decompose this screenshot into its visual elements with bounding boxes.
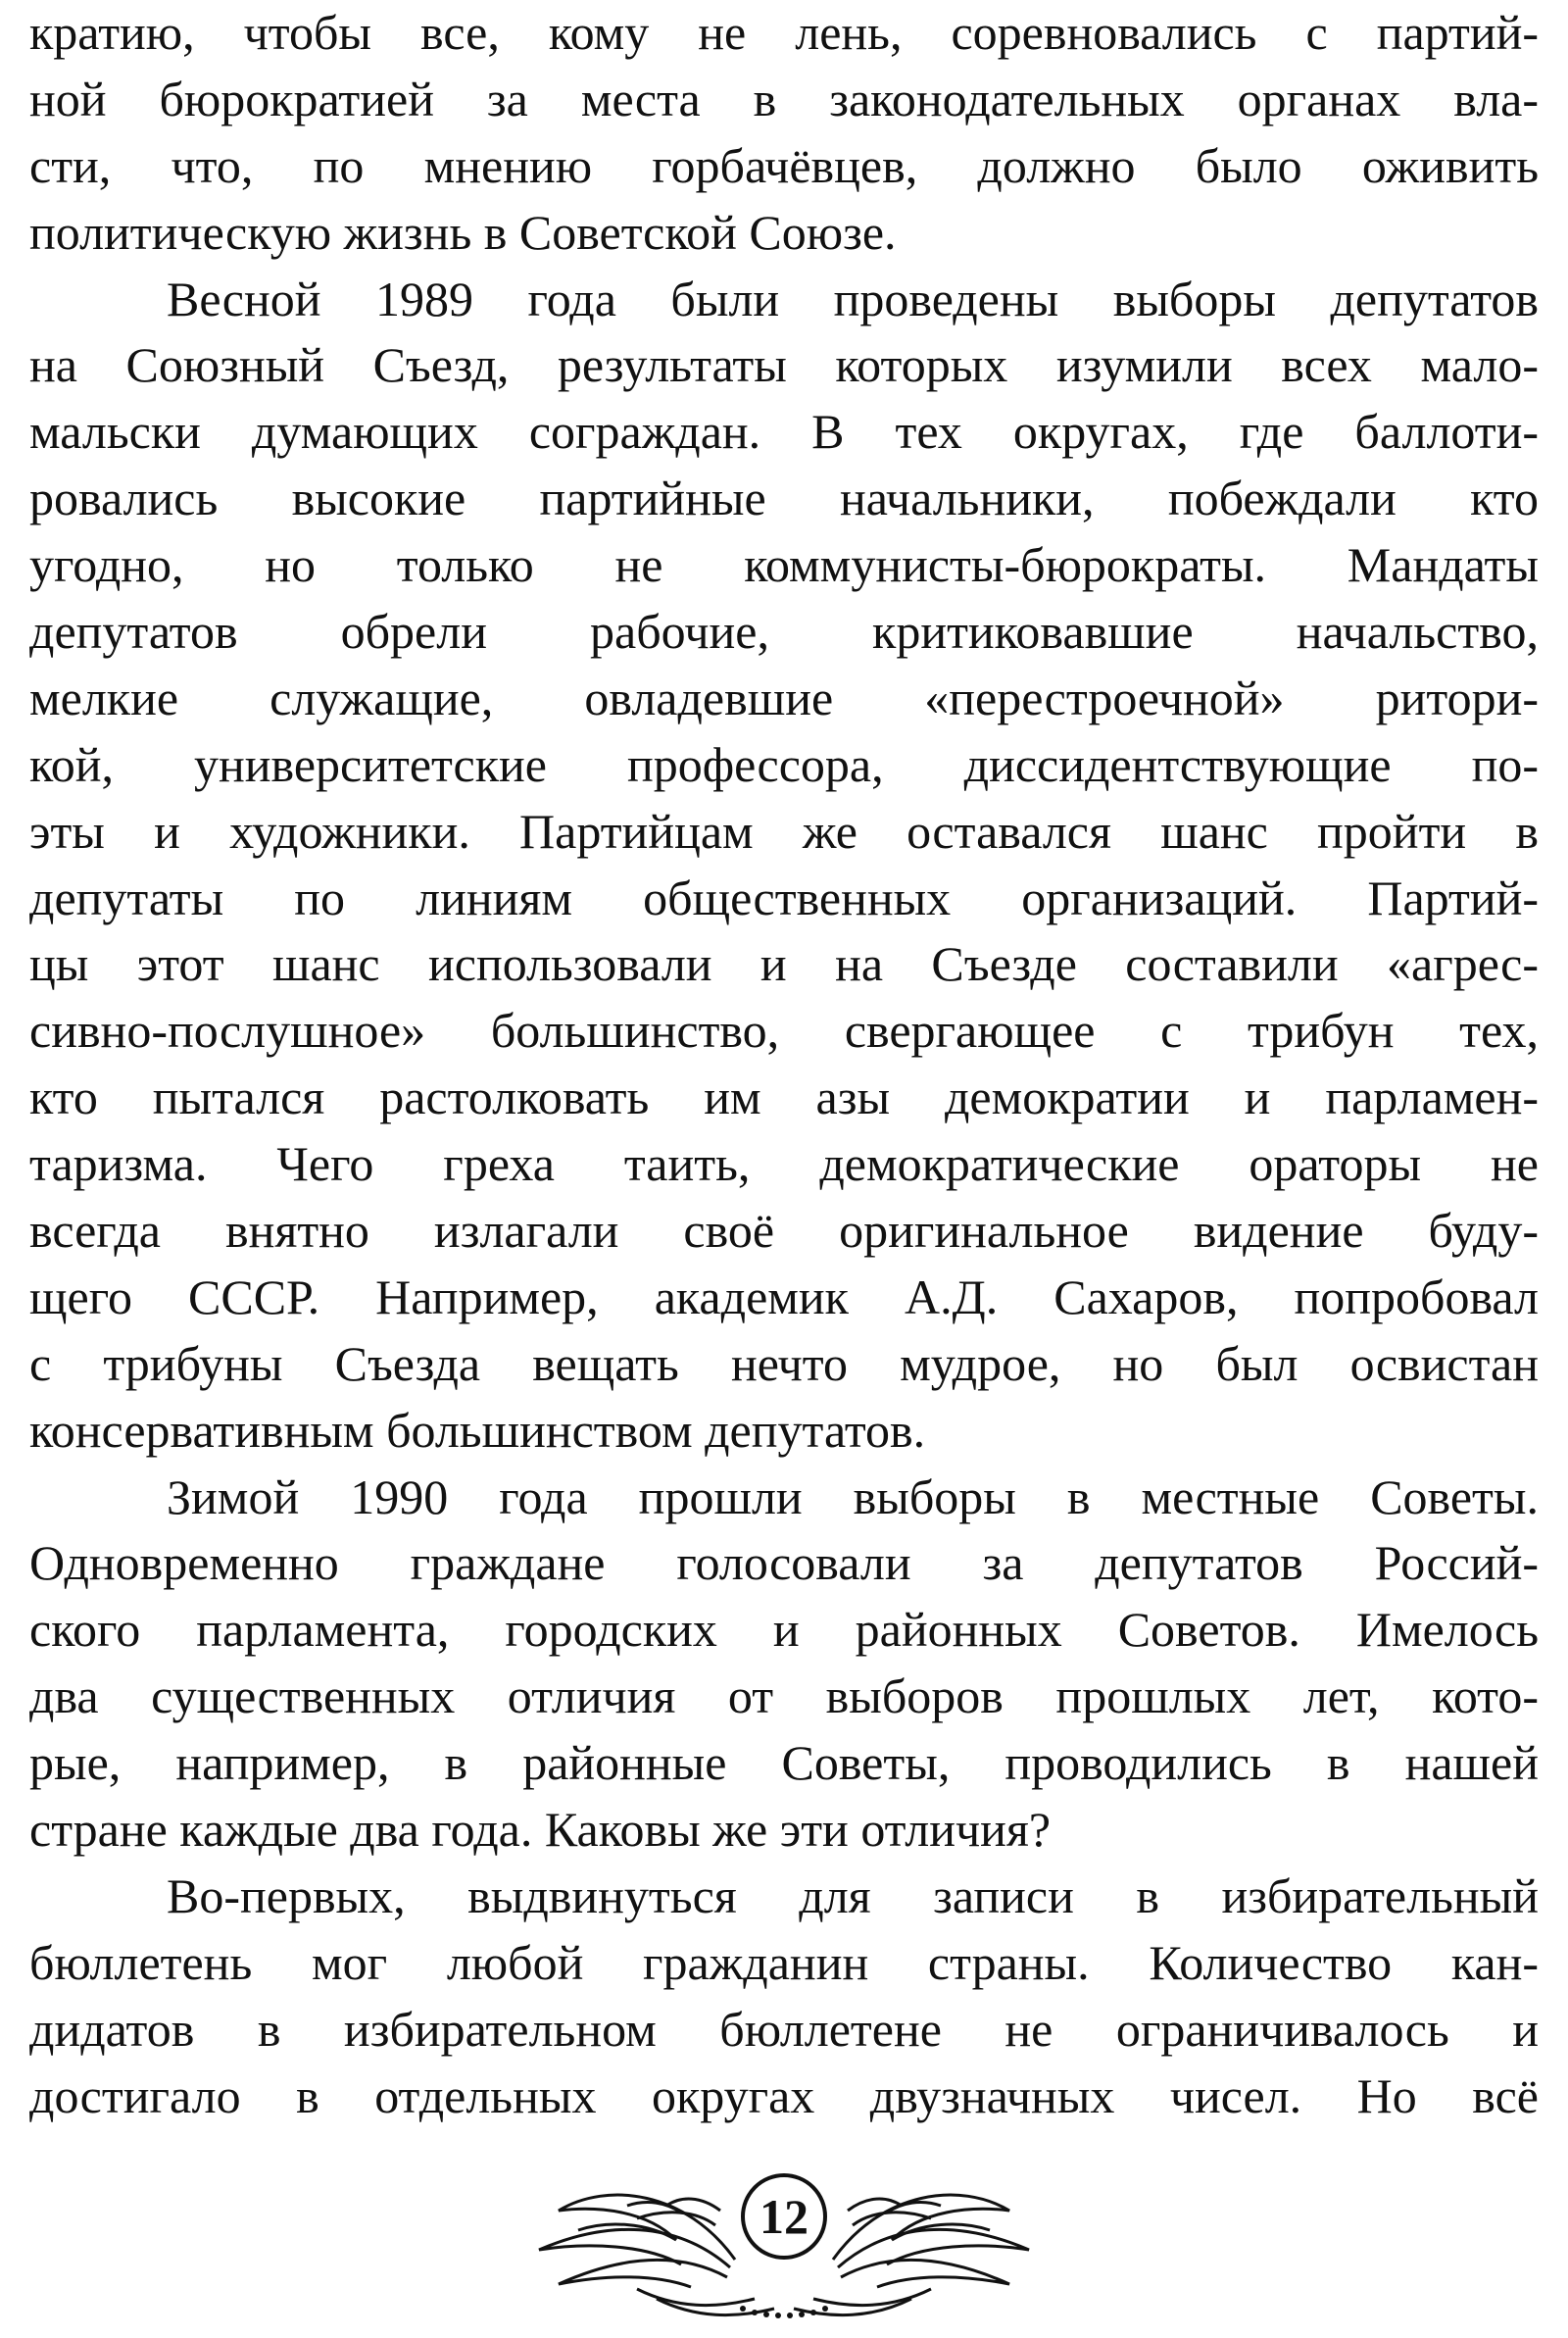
text-line: угодно, но только не коммунисты-бюрократы. Мандаты	[29, 537, 1539, 593]
paragraph	[29, 1465, 1539, 1864]
body-text	[29, 0, 1539, 2130]
text-line: щего СССР. Например, академик А.Д. Сахаров, попробовал	[29, 1268, 1539, 1324]
text-line: всегда внятно излагали своё оригинальное видение буду-	[29, 1203, 1539, 1259]
text-line: рые, например, в районные Советы, проводились в нашей	[29, 1735, 1539, 1791]
text-line: Зимой 1990 года прошли выборы в местные Советы.	[167, 1468, 1539, 1524]
text-line: консервативным большинством депутатов.	[29, 1402, 926, 1458]
paragraph	[29, 0, 1539, 267]
text-line: кто пытался растолковать им азы демократии и парламен-	[29, 1070, 1539, 1125]
text-line: дидатов в избирательном бюллетене не ограничивалось и	[29, 2001, 1539, 2057]
paragraph	[29, 1864, 1539, 2130]
text-line: Во-первых, выдвинуться для записи в избирательный	[167, 1867, 1539, 1923]
text-line: депутаты по линиям общественных организаций. Партий-	[29, 870, 1539, 925]
text-line: бюллетень мог любой гражданин страны. Количество кан-	[29, 1934, 1539, 1990]
text-line: мелкие служащие, овладевшие «перестроечной» ритори-	[29, 670, 1539, 725]
text-line: сивно-послушное» большинство, свергающее с трибун тех,	[29, 1003, 1539, 1059]
text-line: сти, что, по мнению горбачёвцев, должно было оживить	[29, 137, 1539, 193]
text-line: таризма. Чего греха таить, демократические ораторы не	[29, 1136, 1539, 1192]
text-line: на Союзный Съезд, результаты которых изумили всех мало-	[29, 337, 1539, 393]
text-line: достигало в отдельных округах двузначных чисел. Но всё	[29, 2067, 1539, 2123]
text-line: Одновременно граждане голосовали за депутатов Россий-	[29, 1535, 1539, 1591]
page-footer-ornament	[519, 2152, 1049, 2323]
text-line: с трибуны Съезда вещать нечто мудрое, но был освистан	[29, 1335, 1539, 1391]
text-line: ровались высокие партийные начальники, побеждали кто	[29, 471, 1539, 526]
text-line: стране каждые два года. Каковы же эти отличия?	[29, 1802, 1052, 1858]
paragraph	[29, 267, 1539, 1465]
text-line: мальски думающих сограждан. В тех округах, где баллоти-	[29, 404, 1539, 460]
text-line: кой, университетские профессора, диссидентствующие по-	[29, 736, 1539, 792]
text-line: ной бюрократией за места в законодательных органах вла-	[29, 71, 1539, 126]
text-line: два существенных отличия от выборов прошлых лет, кото-	[29, 1668, 1539, 1724]
text-line: цы этот шанс использовали и на Съезде составили «агрес-	[29, 936, 1539, 992]
text-line: эты и художники. Партийцам же оставался шанс пройти в	[29, 803, 1539, 859]
text-line: Весной 1989 года были проведены выборы депутатов	[167, 271, 1539, 326]
page-number: 12	[741, 2173, 827, 2260]
text-line: ского парламента, городских и районных Советов. Имелось	[29, 1602, 1539, 1658]
text-line: депутатов обрели рабочие, критиковавшие начальство,	[29, 604, 1539, 660]
text-line: кратию, чтобы все, кому не лень, соревновались с партий-	[29, 5, 1539, 60]
text-line: политическую жизнь в Советской Союзе.	[29, 204, 897, 260]
